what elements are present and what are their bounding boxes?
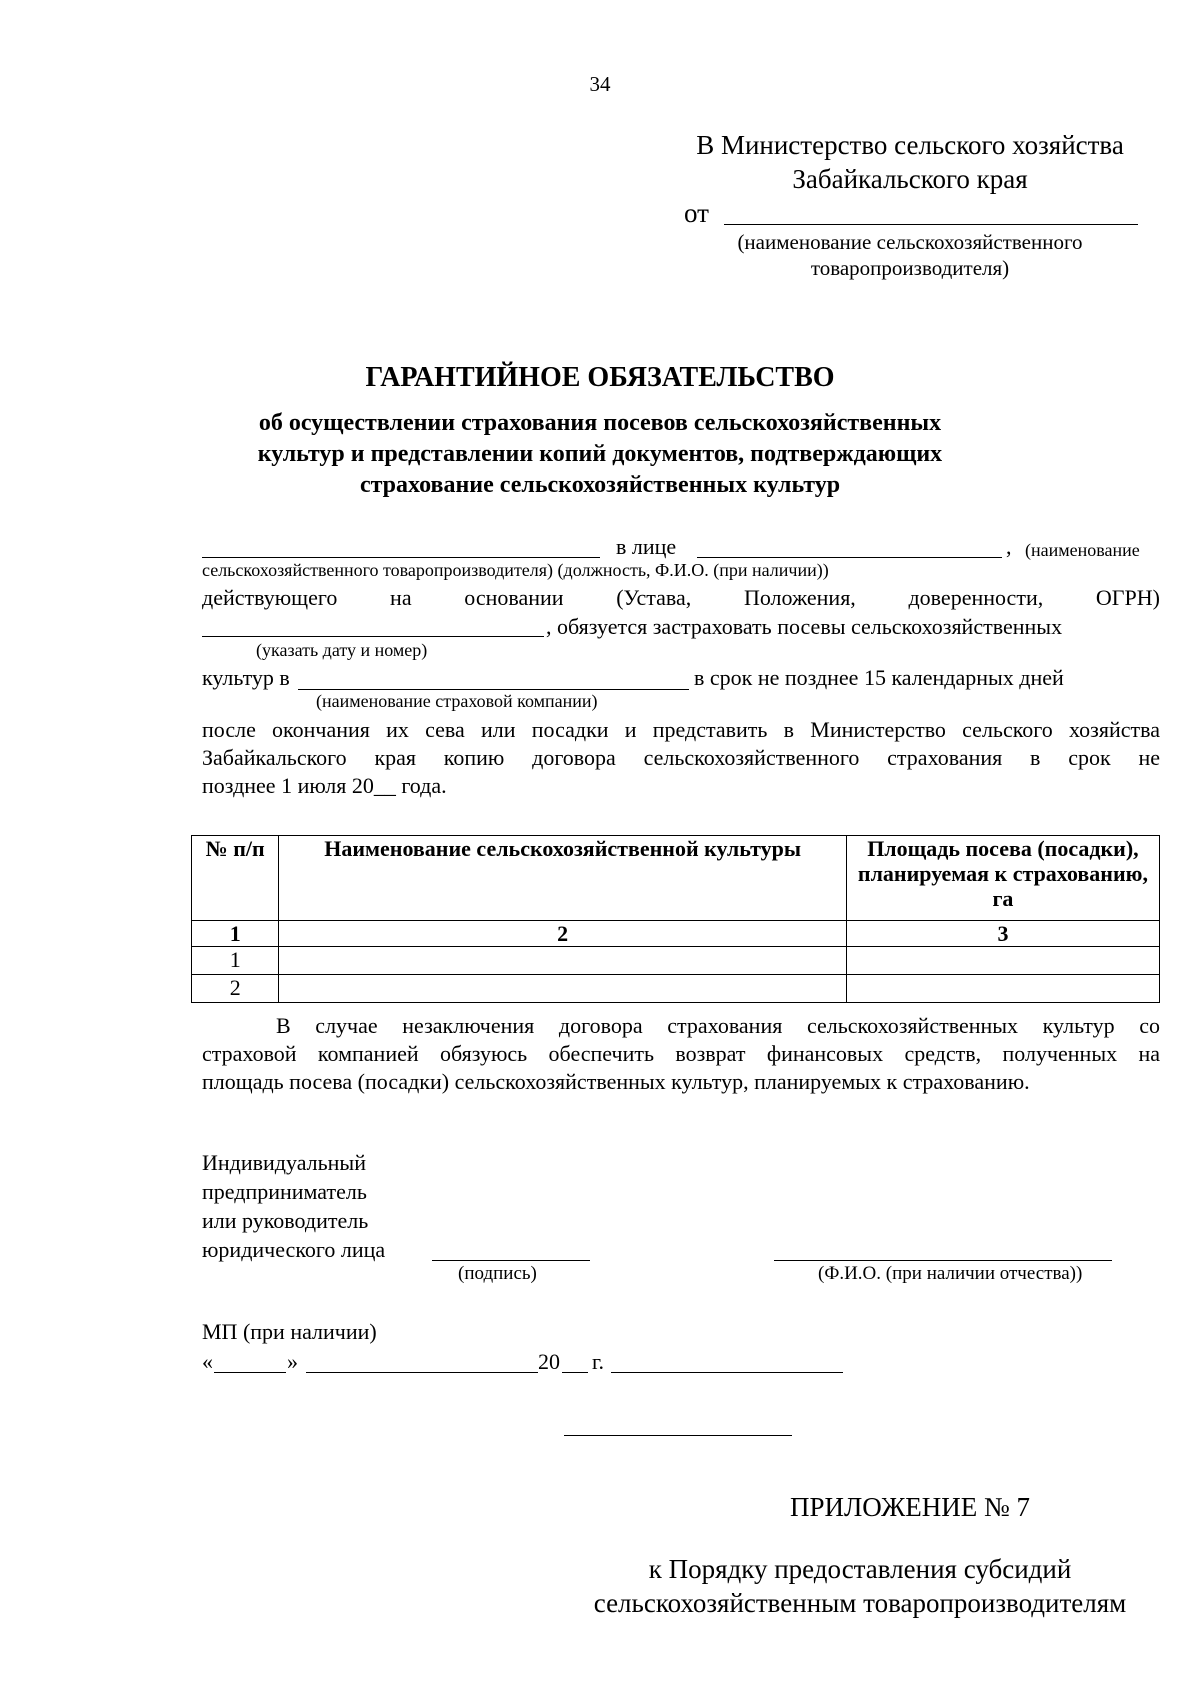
stamp-label: МП (при наличии) <box>202 1319 377 1344</box>
signer-role-line: Индивидуальный <box>202 1150 366 1175</box>
table-cell[interactable] <box>279 947 847 975</box>
subtitle-line-3: страхование сельскохозяйственных культур <box>359 472 841 498</box>
numbering-cell: 1 <box>192 921 279 947</box>
obliges-text: , обязуется застраховать посевы сельскохозяйственных <box>546 614 1063 639</box>
table-cell: 2 <box>192 975 279 1003</box>
recipient-line-1: В Министерство сельского хозяйства <box>696 130 1124 160</box>
subtitle-line-1: об осуществлении страхования посевов сельскохозяйственных <box>258 410 942 436</box>
acting-word: ОГРН) <box>1095 585 1160 610</box>
signature-field[interactable] <box>432 1260 590 1261</box>
table-numbering-row <box>192 921 1160 947</box>
from-label: от <box>684 198 709 228</box>
comma: , <box>1006 534 1012 559</box>
signer-role-line: предприниматель <box>202 1179 367 1204</box>
deadline-text: в срок не позднее 15 календарных дней <box>694 665 1064 690</box>
page-number: 34 <box>589 72 611 96</box>
from-field-line[interactable] <box>724 224 1138 225</box>
date-open-quote: « <box>202 1349 213 1374</box>
section-divider <box>564 1435 792 1436</box>
refund-line-2: страховой компанией обязуюсь обеспечить возврат финансовых средств, полученных на <box>202 1041 1160 1066</box>
document-title: ГАРАНТИЙНОЕ ОБЯЗАТЕЛЬСТВО <box>365 362 835 393</box>
signer-role <box>202 1148 385 1264</box>
signer-role-line: или руководитель <box>202 1208 369 1233</box>
appendix-title: ПРИЛОЖЕНИЕ № 7 <box>789 1492 1031 1522</box>
table-cell[interactable] <box>846 975 1159 1003</box>
acting-word: (Устава, <box>616 585 692 610</box>
position-name-field[interactable] <box>697 557 1002 558</box>
date-month-field[interactable] <box>306 1372 538 1373</box>
para-line-1: после окончания их сева или посадки и представить в Министерство сельского хозяйства <box>202 717 1160 742</box>
naming-hint: (наименование <box>1025 540 1140 560</box>
acting-word: основании <box>464 585 564 610</box>
date-extra-field[interactable] <box>611 1372 843 1373</box>
insurance-company-field[interactable] <box>298 689 689 690</box>
date-number-hint: (указать дату и номер) <box>256 640 428 660</box>
document-date-number-field[interactable] <box>202 636 544 637</box>
header-number: № п/п <box>192 836 279 921</box>
numbering-cell: 2 <box>279 921 847 947</box>
recipient-hint-2: товаропроизводителя) <box>810 256 1010 280</box>
refund-line-1: В случае незаключения договора страхования сельскохозяйственных культур со <box>276 1013 1160 1038</box>
producer-name-field[interactable] <box>202 557 600 558</box>
producer-position-hint: сельскохозяйственного товаропроизводителя) (должность, Ф.И.О. (при наличии)) <box>202 560 829 580</box>
date-day-field[interactable] <box>214 1372 286 1373</box>
date-year-suffix: г. <box>592 1349 605 1374</box>
table-cell[interactable] <box>846 947 1159 975</box>
in-person-label: в лице <box>616 534 677 559</box>
recipient-line-2: Забайкальского края <box>792 164 1028 194</box>
full-name-field[interactable] <box>774 1260 1112 1261</box>
table-header-row <box>192 836 1160 921</box>
recipient-hint-1: (наименование сельскохозяйственного <box>737 230 1083 254</box>
full-name-hint: (Ф.И.О. (при наличии отчества)) <box>818 1263 1083 1284</box>
signature-hint: (подпись) <box>458 1263 537 1284</box>
table-cell[interactable] <box>279 975 847 1003</box>
acting-basis-line <box>202 584 1160 612</box>
para-line-2: Забайкальского края копию договора сельскохозяйственного страхования в срок не <box>202 745 1160 770</box>
header-crop-name: Наименование сельскохозяйственной культуры <box>279 836 847 921</box>
acting-word: на <box>390 585 412 610</box>
signer-role-line: юридического лица <box>202 1237 386 1262</box>
date-close-quote: » <box>287 1349 298 1374</box>
crops-in-label: культур в <box>202 665 290 690</box>
table-row <box>192 947 1160 975</box>
table-cell: 1 <box>192 947 279 975</box>
subtitle-line-2: культур и представлении копий документов, подтверждающих <box>257 441 943 467</box>
refund-line-3: площадь посева (посадки) сельскохозяйственных культур, планируемых к страхованию. <box>202 1069 1030 1094</box>
para-line-3: позднее 1 июля 20__ года. <box>202 773 447 798</box>
table-row <box>192 975 1160 1003</box>
crop-table <box>191 835 1160 1003</box>
date-year-prefix: 20 <box>538 1349 560 1374</box>
acting-word: действующего <box>202 585 338 610</box>
header-area: Площадь посева (посадки), планируемая к страхованию, га <box>846 836 1159 921</box>
acting-word: доверенности, <box>908 585 1044 610</box>
insurance-company-hint: (наименование страховой компании) <box>316 691 598 711</box>
appendix-line-1: к Порядку предоставления субсидий <box>648 1554 1072 1584</box>
appendix-line-2: сельскохозяйственным товаропроизводителям <box>593 1588 1127 1618</box>
acting-word: Положения, <box>743 585 856 610</box>
numbering-cell: 3 <box>846 921 1159 947</box>
date-year-field[interactable] <box>562 1372 588 1373</box>
